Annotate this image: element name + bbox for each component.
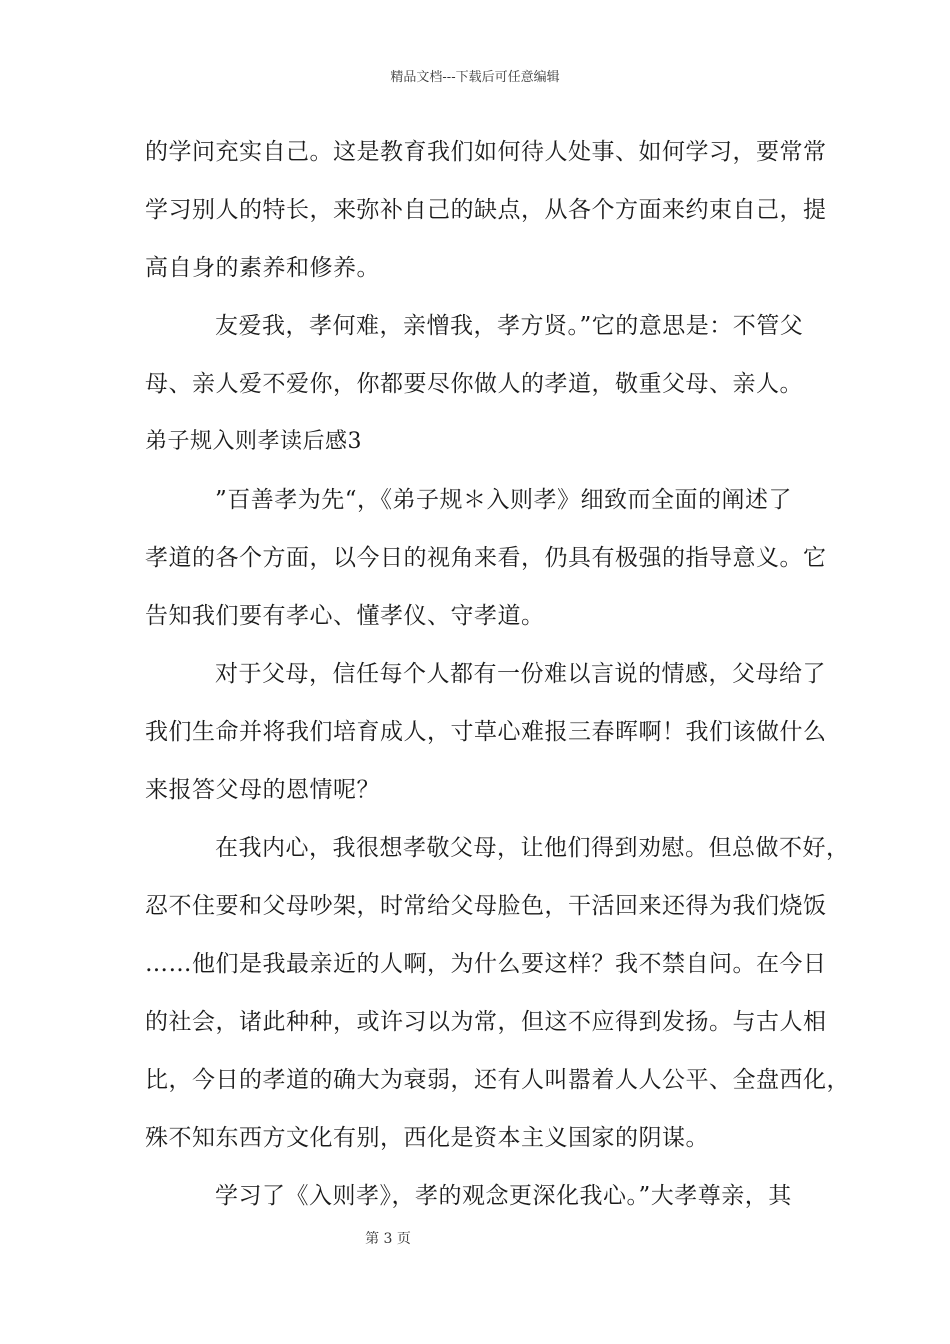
page-header: 精品文档---下载后可任意编辑 bbox=[390, 70, 560, 85]
text-line: 友爱我，孝何难，亲憎我，孝方贤。”它的意思是：不管父 bbox=[215, 313, 804, 339]
text-line: 学习别人的特长，来弥补自己的缺点，从各个方面来约束自己，提 bbox=[145, 197, 827, 223]
text-line: 我们生命并将我们培育成人，寸草心难报三春晖啊！我们该做什么 bbox=[145, 719, 827, 745]
text-line: 母、亲人爱不爱你，你都要尽你做人的孝道，敬重父母、亲人。 bbox=[145, 371, 803, 397]
text-line: 比，今日的孝道的确大为衰弱，还有人叫嚣着人人公平、全盘西化， bbox=[145, 1067, 850, 1093]
text-line: 的学问充实自己。这是教育我们如何待人处事、如何学习，要常常 bbox=[145, 139, 827, 165]
text-line: 来报答父母的恩情呢？ bbox=[145, 777, 380, 803]
text-line: 殊不知东西方文化有别，西化是资本主义国家的阴谋。 bbox=[145, 1125, 709, 1151]
text-line: ……他们是我最亲近的人啊，为什么要这样？我不禁自问。在今日 bbox=[145, 951, 827, 977]
section-heading: 弟子规入则孝读后感3 bbox=[145, 429, 362, 454]
document-body bbox=[145, 130, 850, 1232]
text-line: 对于父母，信任每个人都有一份难以言说的情感，父母给了 bbox=[215, 661, 826, 687]
page-number: 第 3 页 bbox=[365, 1231, 411, 1247]
text-line: 孝道的各个方面，以今日的视角来看，仍具有极强的指导意义。它 bbox=[145, 545, 827, 571]
text-line: 学习了《入则孝》，孝的观念更深化我心。”大孝尊亲，其 bbox=[215, 1183, 792, 1209]
text-line: 高自身的素养和修养。 bbox=[145, 255, 380, 281]
text-line: 的社会，诸此种种，或许习以为常，但这不应得到发扬。与古人相 bbox=[145, 1009, 827, 1035]
text-line: ”百善孝为先“，《弟子规＊入则孝》细致而全面的阐述了 bbox=[215, 487, 793, 513]
text-line: 在我内心，我很想孝敬父母，让他们得到劝慰。但总做不好， bbox=[215, 835, 850, 861]
text-line: 忍不住要和父母吵架，时常给父母脸色，干活回来还得为我们烧饭 bbox=[145, 893, 827, 919]
text-line: 告知我们要有孝心、懂孝仪、守孝道。 bbox=[145, 603, 545, 629]
